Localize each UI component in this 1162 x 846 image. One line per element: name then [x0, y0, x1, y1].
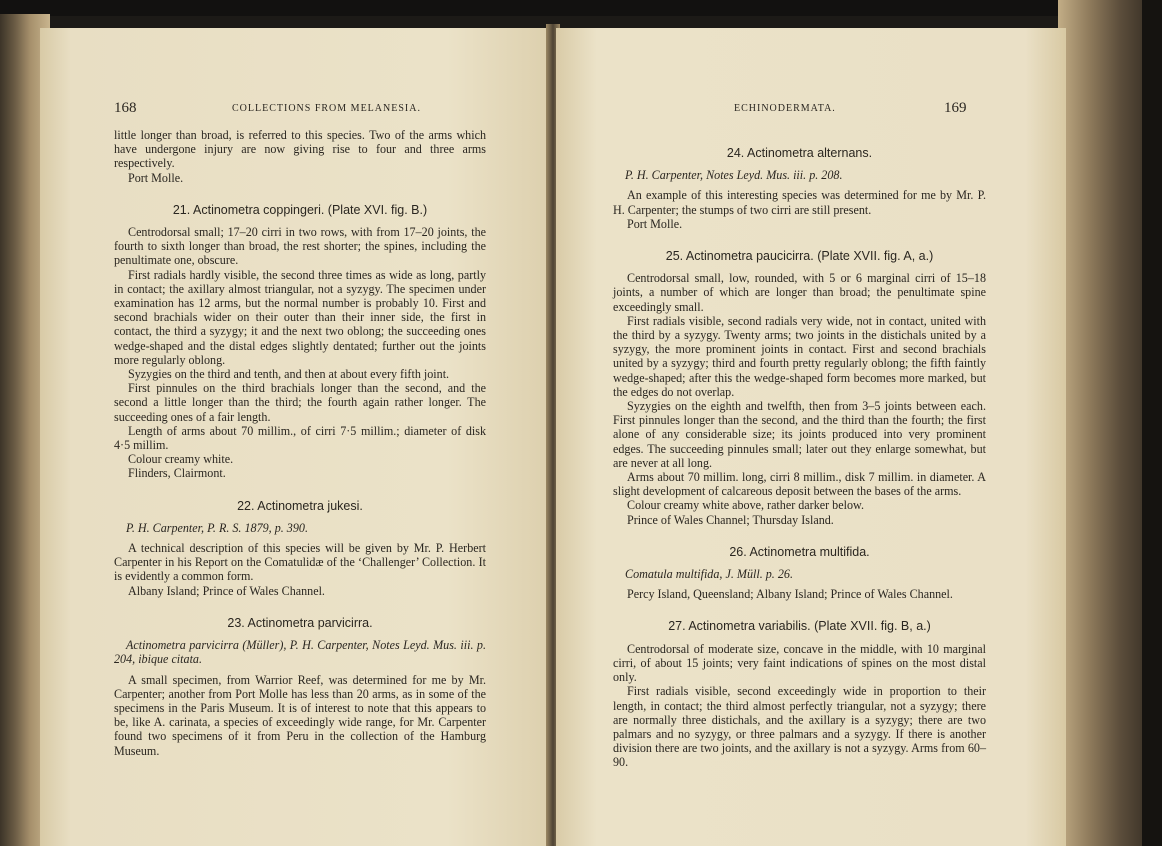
paragraph: Colour creamy white.	[128, 452, 234, 467]
paragraph: Centrodorsal of moderate size, concave in the middle, with 10 marginal cirri, of about 15 joints; very faint indications of spines on the most distal only.	[613, 641, 986, 685]
section-heading: 22. Actinometra jukesi.	[237, 498, 363, 513]
paragraph: An example of this interesting species was determined for me by Mr. P. H. Carpenter; the stumps of two cirri are still present.	[613, 188, 986, 217]
paragraph: First pinnules on the third brachials longer than the second, and the second a little longer than the third; the fourth again rather longer. The succeeding ones of a fair length.	[114, 381, 486, 424]
paragraph: Port Molle.	[627, 216, 683, 231]
section-heading: 23. Actinometra parvicirra.	[227, 615, 373, 630]
section-heading: 25. Actinometra paucicirra. (Plate XVII. fig. A, a.)	[665, 249, 934, 264]
paragraph: little longer than broad, is referred to this species. Two of the arms which have undergone injury are now giving rise to four and three arms respectively.	[114, 128, 486, 171]
paragraph: A technical description of this species will be given by Mr. P. Herbert Carpenter in his Report on the Comatulidæ of the ‘Challenger’ Collection. It is evidently a common form.	[114, 541, 486, 584]
citation: Actinometra parvicirra (Müller), P. H. Carpenter, Notes Leyd. Mus. iii. p. 204, ibique citata.	[114, 638, 486, 667]
right-page-text	[613, 128, 986, 770]
paragraph: Albany Island; Prince of Wales Channel.	[128, 583, 325, 598]
paragraph: Syzygies on the eighth and twelfth, then from 3–5 joints between each. First pinnules longer than the second, and the third than the fourth; the first alone of any considerable size; its joints produced into very prominent edges. The succeeding pinnules small; later out they enlarge somewhat, but are never at all long.	[613, 399, 986, 470]
paragraph: A small specimen, from Warrior Reef, was determined for me by Mr. Carpenter; another from Port Molle has less than 20 arms, as in some of the specimens in the Paris Museum. It is of interest to note that this appears to be, like A. carinata, a species of exceedingly wide range, for Mr. Carpenter found two specimens of it from Peru in the collection of the Hamburg Museum.	[114, 672, 486, 758]
paragraph: Centrodorsal small; 17–20 cirri in two rows, with from 17–20 joints, the fourth to sixth longer than broad, the rest shorter; the spines, including the penultimate one, obscure.	[114, 225, 486, 268]
citation: P. H. Carpenter, Notes Leyd. Mus. iii. p. 208.	[625, 168, 843, 183]
paragraph: Prince of Wales Channel; Thursday Island.	[627, 512, 834, 527]
paragraph: Arms about 70 millim. long, cirri 8 millim., disk 7 millim. in diameter. A slight development of calcareous deposit between the bases of the arms.	[613, 470, 986, 499]
left-running-head: COLLECTIONS FROM MELANESIA.	[232, 103, 421, 114]
paragraph: Centrodorsal small, low, rounded, with 5 or 6 marginal cirri of 15–18 joints, a number of which are longer than broad; the penultimate spine exceedingly small.	[613, 271, 986, 314]
right-dark-border	[1142, 0, 1162, 846]
paragraph: Percy Island, Queensland; Albany Island; Prince of Wales Channel.	[627, 587, 953, 602]
right-running-head: ECHINODERMATA.	[734, 103, 836, 114]
left-page-number: 168	[114, 100, 137, 116]
paragraph: Port Molle.	[128, 170, 184, 185]
paragraph: First radials visible, second radials very wide, not in contact, united with the third by a syzygy. Twenty arms; two joints in the distichals united by a syzygy, the more prominent joints in contact. First and second brachials united by a syzygy; third and fourth pretty regularly oblong; the fifth faintly wedge-shaped; after this the wedge-shaped form becomes more marked, but the edges do not overlap.	[613, 313, 986, 399]
section-heading: 27. Actinometra variabilis. (Plate XVII. fig. B, a.)	[668, 619, 931, 634]
section-heading: 26. Actinometra multifida.	[729, 544, 870, 559]
paragraph: Flinders, Clairmont.	[128, 466, 226, 481]
paragraph: First radials hardly visible, the second three times as wide as long, partly in contact; the axillary almost triangular, not a syzygy. The specimen under examination has 12 arms, but the normal number is probably 10. First and second brachials wider on their outer than their inner side, the first in contact, the third a syzygy; it and the next two oblong; the succeeding ones wedge-shaped and the distal edges slightly dentated; further out the joints more regularly oblong.	[114, 267, 486, 367]
left-page-text	[114, 128, 486, 758]
section-heading: 21. Actinometra coppingeri. (Plate XVI. fig. B.)	[172, 202, 428, 217]
section-heading: 24. Actinometra alternans.	[726, 146, 873, 160]
paragraph: Length of arms about 70 millim., of cirri 7·5 millim.; diameter of disk 4·5 millim.	[114, 423, 486, 453]
right-page-number: 169	[944, 100, 967, 116]
paragraph: First radials visible, second exceedingly wide in proportion to their length, in contact; the third almost perfectly triangular, not a syzygy; there are normally three distichals, and the axillary is a syzygy; there are two palmars and no syzygy, or three palmars and a syzygy. If there is another division there are two joints, and the axillary is not a syzygy. Arms from 60–90.	[613, 684, 986, 770]
paragraph: Syzygies on the third and tenth, and then at about every fifth joint.	[128, 367, 450, 382]
citation: P. H. Carpenter, P. R. S. 1879, p. 390.	[126, 520, 308, 535]
citation: Comatula multifida, J. Müll. p. 26.	[625, 567, 793, 582]
paragraph: Colour creamy white above, rather darker below.	[627, 498, 864, 513]
top-dark-border	[0, 0, 1162, 16]
